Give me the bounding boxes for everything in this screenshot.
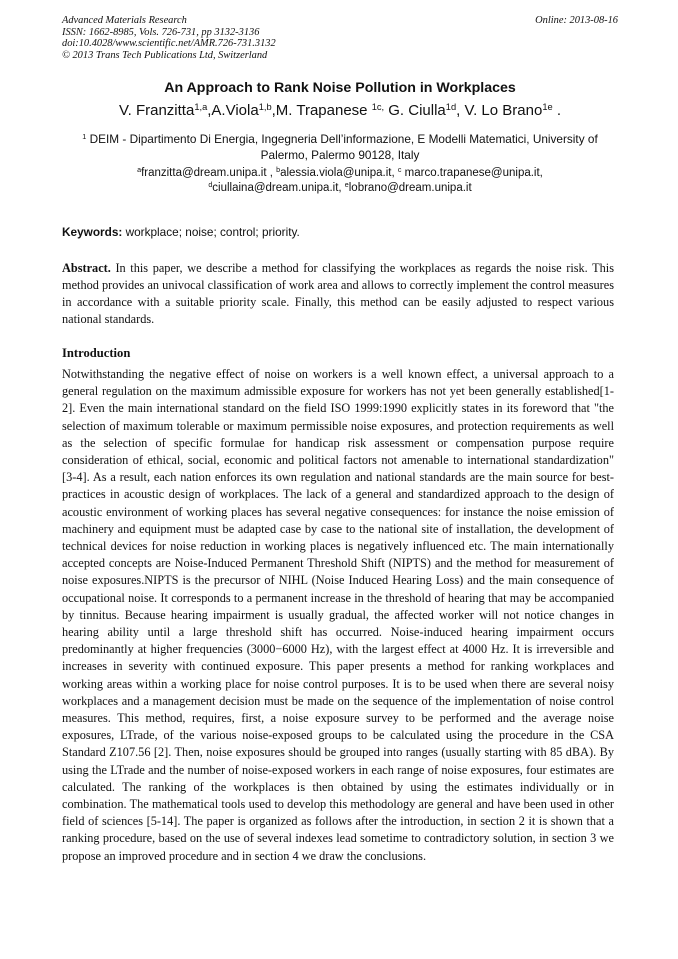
keywords bbox=[62, 225, 618, 239]
introduction-body: Notwithstanding the negative effect of noise on workers is a well known effect, a universal approach to a general regulation on the maximum admissible exposure for workers has not yet been generally established[1-2]. Even the main international standard on the field ISO 1999:1990 explicitly states in its foreword that "the selection of maximum tolerable or maximum permissible noise exposures, and protection requirements as well as the selection of specific formulae for handicap risk assessment or compensation purpose require consideration of ethical, social, economic and political factors not amenable to international standardization" [3-4]. As a result, each nation enforces its own regulation and national standards are the main source for best-practices in acoustic design of workplaces. The lack of a general and standardized approach to the design of acoustic environment of working places has several negative consequences: for instance the noise emission of machinery and equipment must be adapted case by case to the national site of installation, the development of technical devices for noise reduction in working places is negatively influenced etc. The main internationally accepted concepts are Noise-Induced Permanent Threshold Shift (NIPTS) and the method for measurement of noise exposures.NIPTS is the precursor of NIHL (Noise Induced Hearing Loss) and the main consequence of occupational noise. It corresponds to a permanent increase in the threshold of hearing that may be accompanied by tinnitus. Because hearing impairment is usually gradual, the affected worker will not notice changes in hearing ability until a large threshold shift has occurred. Noise-induced hearing impairment occurs predominantly at higher frequencies (3000−6000 Hz), with the largest effect at 4000 Hz. It is irreversible and increases in severity with continued exposure. This paper presents a method for ranking workplaces and working areas within a working place for noise control purposes. It is to be used when there are several noisy workplaces and a management decision must be made on the sequence of the implementation of noise control measures. This method, requires, first, a noise exposure survey to be performed and the average noise exposures, LTrade, of the various noise-exposed groups to be calculated using the procedure in the CSA Standard Z107.56 [2]. Then, noise exposures should be grouped into ranges (usually starting with 85 dBA). By using the LTrade and the number of noise-exposed workers in each range of noise exposures, four estimates are calculated. The ranking of the workplaces is then obtained by using the estimates individually or in combination. The mathematical tools used to develop this methodology are general and have been used in other field of sciences [5-14]. The paper is organized as follows after the introduction, in section 2 it is shown that a ranking procedure, based on the use of several indexes lead sometime to contradictory solution, in section 3 we propose an improved procedure and in section 4 we draw the conclusions. bbox=[62, 367, 614, 863]
author-list-end: . bbox=[552, 102, 561, 119]
author-list bbox=[62, 102, 618, 119]
email-address[interactable]: franzitta@dream.unipa.it , bbox=[141, 167, 277, 179]
author-name: , V. Lo Brano bbox=[456, 102, 543, 119]
issn-line: ISSN: 1662-8985, Vols. 726-731, pp 3132-3136 bbox=[62, 26, 260, 38]
affiliation-text: DEIM - Dipartimento Di Energia, Ingegneria Dell’informazione, E Modelli Matematici, University of Palermo, Palermo 90128, Italy bbox=[86, 132, 598, 162]
abstract bbox=[62, 260, 614, 328]
email-address[interactable]: lobrano@dream.unipa.it bbox=[348, 181, 472, 194]
introduction-heading: Introduction bbox=[62, 346, 131, 360]
affiliation-mark: 1 bbox=[82, 131, 87, 141]
author-affiliation-mark: 1d bbox=[445, 101, 457, 112]
author-name: V. Franzitta bbox=[118, 102, 195, 119]
abstract-label: Abstract. bbox=[62, 261, 111, 275]
email-mark: a bbox=[137, 166, 142, 175]
author-affiliation-mark: 1,a bbox=[194, 101, 208, 112]
journal-name: Advanced Materials Research bbox=[62, 15, 187, 26]
keywords-text: workplace; noise; control; priority. bbox=[122, 225, 300, 239]
author-name: G. Ciulla bbox=[384, 102, 446, 119]
author-affiliation-mark: 1c, bbox=[371, 101, 385, 112]
email-list bbox=[62, 166, 618, 195]
email-address[interactable]: marco.trapanese@unipa.it, bbox=[401, 167, 543, 179]
author-name: ,M. Trapanese bbox=[271, 102, 372, 119]
online-date: Online: 2013-08-16 bbox=[535, 15, 618, 26]
email-mark: c bbox=[397, 166, 402, 175]
author-affiliation-mark: 1,b bbox=[258, 101, 272, 112]
email-mark: e bbox=[344, 180, 349, 189]
keywords-label: Keywords: bbox=[62, 225, 123, 239]
journal-header bbox=[62, 15, 618, 61]
paper-title: An Approach to Rank Noise Pollution in Workplaces bbox=[164, 80, 516, 96]
author-affiliation-mark: 1e bbox=[542, 101, 553, 112]
author-name: ,A.Viola bbox=[207, 102, 259, 119]
doi-line: doi:10.4028/www.scientific.net/AMR.726-731.3132 bbox=[62, 38, 276, 49]
email-address[interactable]: ciullaina@dream.unipa.it, bbox=[212, 181, 345, 194]
email-mark: b bbox=[276, 166, 281, 175]
affiliation bbox=[62, 131, 618, 163]
email-mark: d bbox=[208, 180, 213, 189]
copyright-line: © 2013 Trans Tech Publications Ltd, Switzerland bbox=[62, 49, 268, 61]
email-address[interactable]: alessia.viola@unipa.it, bbox=[280, 167, 398, 179]
abstract-text: In this paper, we describe a method for classifying the workplaces as regards the noise risk. This method provides an univocal classification of work area and allows to correctly implement the control measures in accordance with a suitable priority scale. Finally, this method can be easily adjusted to respect various national standards. bbox=[62, 261, 614, 326]
